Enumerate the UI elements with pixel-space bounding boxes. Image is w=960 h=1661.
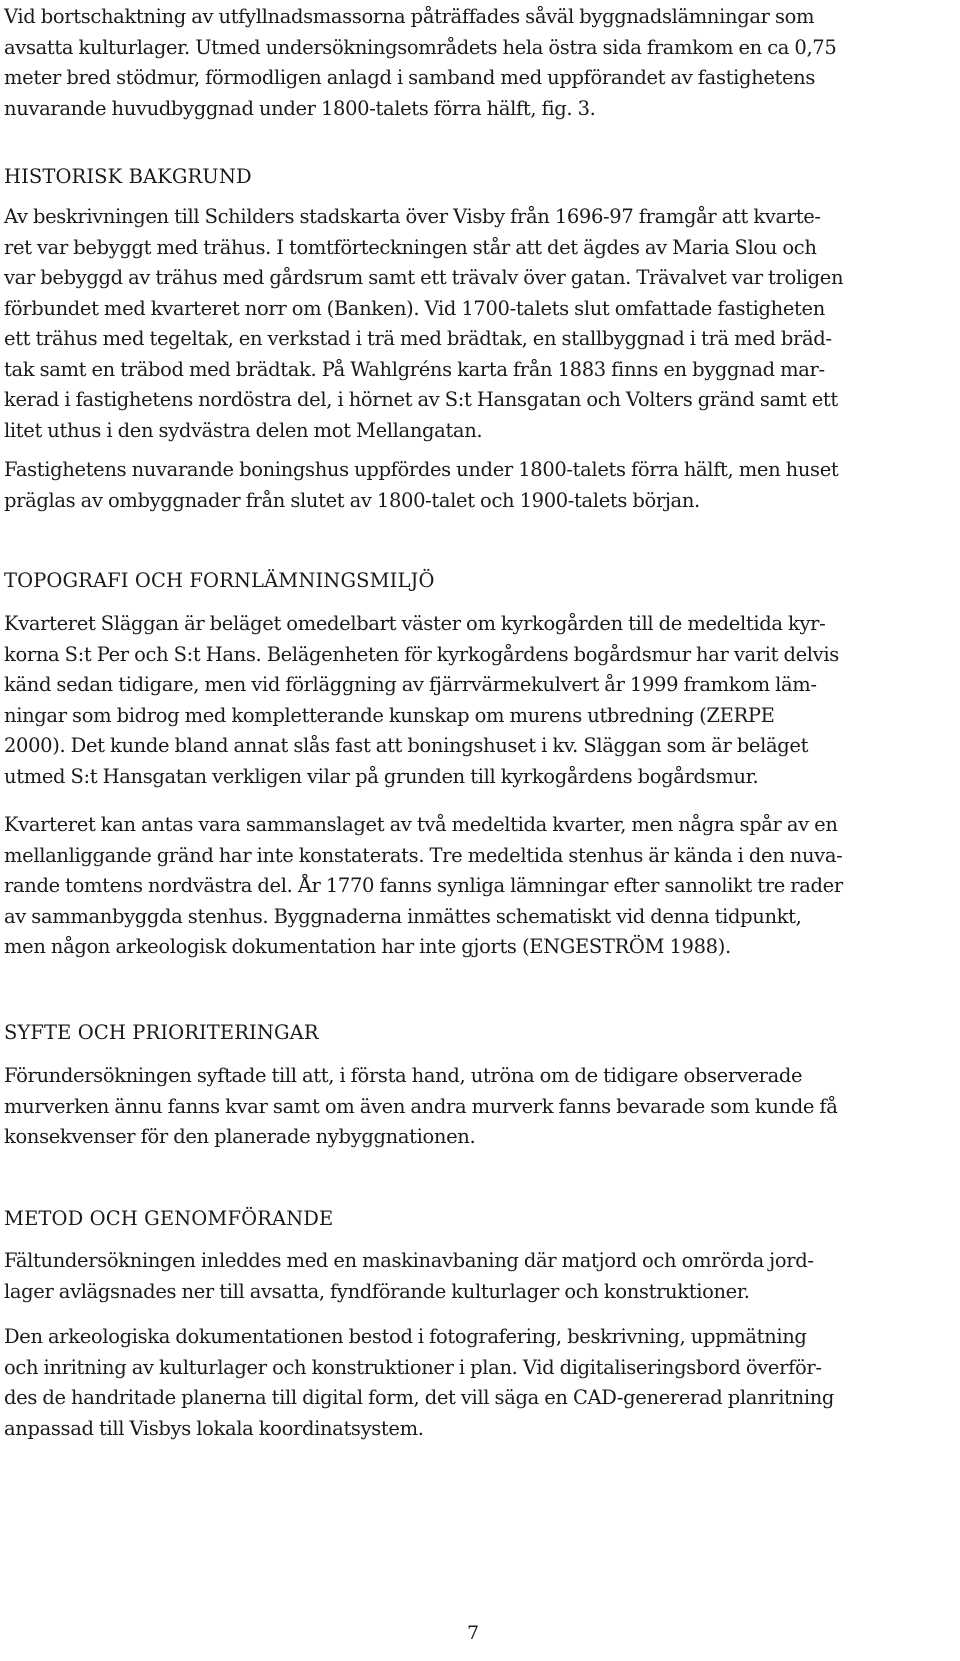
heading-syfte: SYFTE OCH PRIORITERINGAR	[4, 1021, 319, 1044]
heading-historisk-bakgrund: HISTORISK BAKGRUND	[4, 165, 252, 188]
syfte-paragraph-1: Förundersökningen syftade till att, i första hand, utröna om de tidigare observerade murverken ännu fanns kvar samt om även andra murverk fanns bevarade som kunde få konsekvenser för den planerade nybyggnationen.	[4, 1064, 838, 1148]
topografi-paragraph-2: Kvarteret kan antas vara sammanslaget av två medeltida kvarter, men några spår av en mellanliggande gränd har inte konstaterats. Tre medeltida stenhus är kända i den nuva- rande tomtens nordvästra del. År 1770 fanns synliga lämningar efter sannolikt tre rader av sammanbyggda stenhus. Byggnaderna inmättes schematiskt vid denna tidpunkt, men någon arkeologisk dokumentation har inte gjorts (ENGESTRÖM 1988).	[4, 813, 843, 958]
heading-topografi: TOPOGRAFI OCH FORNLÄMNINGSMILJÖ	[4, 569, 435, 592]
page-number: 7	[466, 1622, 480, 1644]
metod-paragraph-1: Fältundersökningen inleddes med en maskinavbaning där matjord och omrörda jord- lager avlägsnades ner till avsatta, fyndförande kulturlager och konstruktioner.	[4, 1249, 814, 1303]
heading-metod: METOD OCH GENOMFÖRANDE	[4, 1207, 334, 1230]
intro-paragraph: Vid bortschaktning av utfyllnadsmassorna påträffades såväl byggnadslämningar som avsatta kulturlager. Utmed undersökningsområdets hela östra sida framkom en ca 0,75 meter bred stödmur, förmodligen anlagd i samband med uppförandet av fastighetens nuvarande huvudbyggnad under 1800-talets förra hälft, fig. 3.	[4, 5, 837, 120]
historisk-paragraph-2: Fastighetens nuvarande boningshus uppfördes under 1800-talets förra hälft, men huset präglas av ombyggnader från slutet av 1800-talet och 1900-talets början.	[4, 458, 839, 512]
topografi-paragraph-1: Kvarteret Släggan är beläget omedelbart väster om kyrkogården till de medeltida kyr- korna S:t Per och S:t Hans. Belägenheten för kyrkogårdens bogårdsmur har varit delvis känd sedan tidigare, men vid förläggning av fjärrvärmekulvert år 1999 framkom läm- ningar som bidrog med kompletterande kunskap om murens utbredning (ZERPE 2000). Det kunde bland annat slås fast att boningshuset i kv. Släggan som är beläget utmed S:t Hansgatan verkligen vilar på grunden till kyrkogårdens bogårdsmur.	[4, 612, 839, 788]
metod-paragraph-2: Den arkeologiska dokumentationen bestod i fotografering, beskrivning, uppmätning och inritning av kulturlager och konstruktioner i plan. Vid digitaliseringsbord överför- des de handritade planerna till digital form, det vill säga en CAD-genererad planritning anpassad till Visbys lokala koordinatsystem.	[4, 1325, 835, 1440]
historisk-paragraph-1: Av beskrivningen till Schilders stadskarta över Visby från 1696-97 framgår att kvarte- ret var bebyggt med trähus. I tomtförteckningen står att det ägdes av Maria Slou och var bebyggd av trähus med gårdsrum samt ett trävalv över gatan. Trävalvet var troligen förbundet med kvarteret norr om (Banken). Vid 1700-talets slut omfattade fastigheten ett trähus med tegeltak, en verkstad i trä med brädtak, en stallbyggnad i trä med bräd- tak samt en träbod med brädtak. På Wahlgréns karta från 1883 finns en byggnad mar- kerad i fastighetens nordöstra del, i hörnet av S:t Hansgatan och Volters gränd samt ett litet uthus i den sydvästra delen mot Mellangatan.	[4, 205, 844, 442]
